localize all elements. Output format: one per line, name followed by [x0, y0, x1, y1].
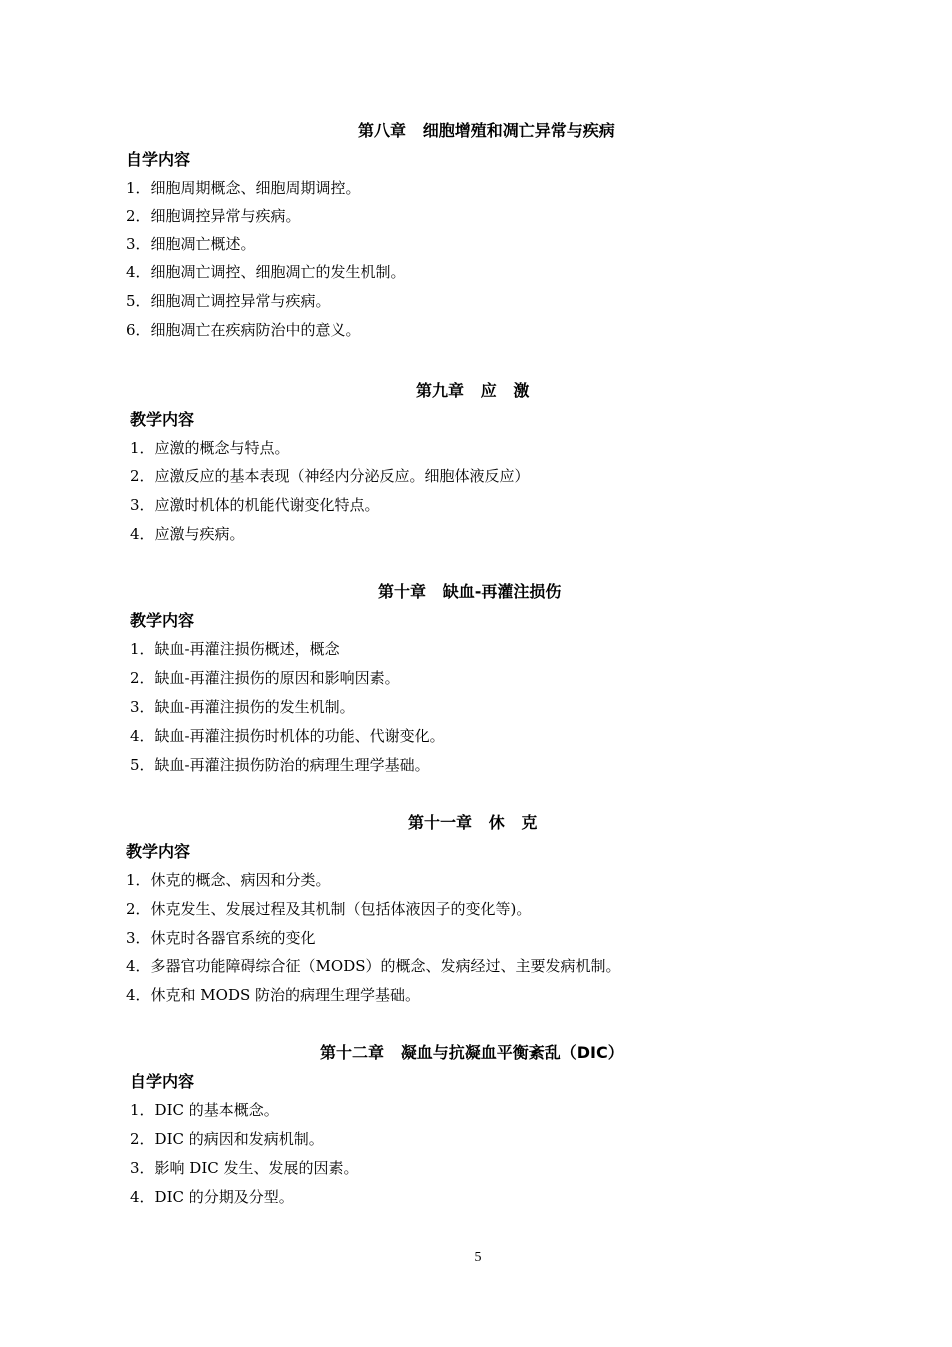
list-item: 1．细胞周期概念、细胞周期调控。	[126, 179, 361, 197]
list-item: 4．应激与疾病。	[130, 525, 245, 543]
section-subheading: 教学内容	[126, 842, 191, 861]
section-subheading: 自学内容	[126, 150, 191, 169]
section-subheading: 自学内容	[130, 1072, 195, 1091]
list-item: 3．细胞凋亡概述。	[126, 235, 256, 253]
list-item: 1．休克的概念、病因和分类。	[126, 871, 331, 889]
list-item: 1．应激的概念与特点。	[130, 439, 290, 457]
list-item: 4．DIC 的分期及分型。	[130, 1188, 294, 1206]
list-item: 2．缺血-再灌注损伤的原因和影响因素。	[130, 669, 400, 687]
list-item: 4．休克和 MODS 防治的病理生理学基础。	[126, 986, 421, 1004]
list-item: 2．休克发生、发展过程及其机制（包括体液因子的变化等)。	[126, 900, 532, 918]
list-item: 1．缺血-再灌注损伤概述，概念	[130, 640, 340, 658]
list-item: 5．缺血-再灌注损伤防治的病理生理学基础。	[130, 756, 430, 774]
section-subheading: 教学内容	[130, 611, 195, 630]
list-item: 2．DIC 的病因和发病机制。	[130, 1130, 324, 1148]
list-item: 4．缺血-再灌注损伤时机体的功能、代谢变化。	[130, 727, 445, 745]
list-item: 1．DIC 的基本概念。	[130, 1101, 279, 1119]
list-item: 3．休克时各器官系统的变化	[126, 929, 316, 947]
list-item: 3．应激时机体的机能代谢变化特点。	[130, 496, 380, 514]
list-item: 6．细胞凋亡在疾病防治中的意义。	[126, 321, 361, 339]
section-subheading: 教学内容	[130, 410, 195, 429]
chapter-title: 第八章 细胞增殖和凋亡异常与疾病	[358, 121, 615, 140]
list-item: 5．细胞凋亡调控异常与疾病。	[126, 292, 331, 310]
list-item: 3．缺血-再灌注损伤的发生机制。	[130, 698, 355, 716]
list-item: 2．细胞调控异常与疾病。	[126, 207, 301, 225]
chapter-title: 第十二章 凝血与抗凝血平衡紊乱（DIC）	[320, 1043, 624, 1062]
chapter-title: 第九章 应 激	[416, 381, 530, 400]
chapter-title: 第十一章 休 克	[408, 813, 538, 832]
list-item: 3．影响 DIC 发生、发展的因素。	[130, 1159, 359, 1177]
page-number: 5	[474, 1250, 482, 1265]
chapter-title: 第十章 缺血-再灌注损伤	[378, 582, 562, 601]
list-item: 2．应激反应的基本表现（神经内分泌反应。细胞体液反应）	[130, 467, 530, 485]
list-item: 4．多器官功能障碍综合征（MODS）的概念、发病经过、主要发病机制。	[126, 957, 621, 975]
list-item: 4．细胞凋亡调控、细胞凋亡的发生机制。	[126, 263, 406, 281]
